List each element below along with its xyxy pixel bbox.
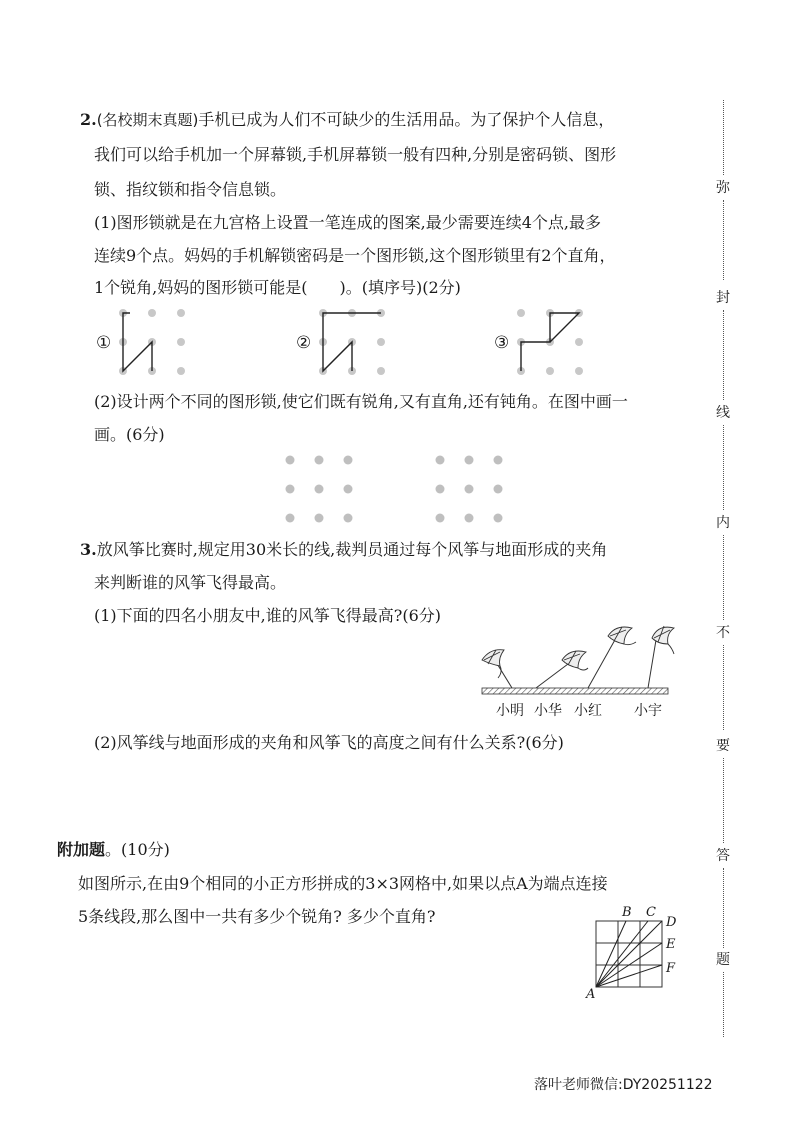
- pattern-lock-options: [0, 0, 793, 420]
- side-char-3: 线: [716, 405, 730, 421]
- binding-line-seg: [723, 972, 724, 1037]
- kid-label-xiaohua: 小华: [534, 703, 562, 719]
- rays-from-a: [596, 921, 662, 987]
- kite-string-xiaoyu: [648, 640, 656, 688]
- ground: [482, 688, 668, 694]
- side-char-8: 题: [716, 952, 730, 968]
- bonus-line2: 5条线段,那么图中一共有多少个锐角? 多少个直角?: [78, 907, 436, 926]
- q2-part2-line2: 画。(6分): [94, 425, 165, 444]
- side-char-5: 不: [716, 625, 730, 641]
- q3-part2: (2)风筝线与地面形成的夹角和风筝飞的高度之间有什么关系?(6分): [94, 733, 564, 752]
- option-3-path: [521, 313, 579, 371]
- q2-line2: 我们可以给手机加一个屏幕锁,手机屏幕锁一般有四种,分别是密码锁、图形: [94, 145, 617, 164]
- q3-text: 放风筝比赛时,规定用30米长的线,裁判员通过每个风筝与地面形成的夹角: [96, 540, 608, 559]
- point-e-label: E: [666, 937, 676, 952]
- side-char-4: 内: [716, 515, 730, 531]
- binding-line-seg: [723, 758, 724, 843]
- q2-number: 2.: [80, 110, 97, 129]
- side-char-1: 弥: [716, 180, 730, 196]
- kite-xiaoming: [482, 650, 504, 678]
- q3-line1: [80, 540, 607, 560]
- q3-line2: 来判断谁的风筝飞得最高。: [94, 573, 287, 592]
- kid-label-xiaoming: 小明: [496, 703, 524, 719]
- binding-line-seg: [723, 100, 724, 175]
- bonus-score: 。(10分): [105, 840, 170, 859]
- kite-xiaohua: [562, 651, 588, 670]
- q3-part1: (1)下面的四名小朋友中,谁的风筝飞得最高?(6分): [94, 606, 441, 625]
- binding-line-seg: [723, 645, 724, 730]
- point-f-label: F: [666, 961, 676, 976]
- binding-line-seg: [723, 310, 724, 400]
- kite-string-xiaohua: [536, 664, 568, 688]
- q3-number: 3.: [80, 540, 97, 559]
- dot-grid-2: [436, 456, 503, 523]
- bonus-grid-figure: [580, 905, 700, 1010]
- q2-part2-line1: (2)设计两个不同的图形锁,使它们既有锐角,又有直角,还有钝角。在图中画一: [94, 392, 628, 411]
- dot-grid-1: [286, 456, 353, 523]
- binding-line-seg: [723, 535, 724, 620]
- q2-part1-line2: 连续9个点。妈妈的手机解锁密码是一个图形锁,这个图形锁里有2个直角，: [94, 246, 616, 265]
- kite-string-xiaohong: [588, 638, 616, 688]
- option-2-label: ②: [296, 333, 312, 353]
- bonus-heading: [57, 840, 170, 860]
- bonus-line1: 如图所示,在由9个相同的小正方形拼成的3×3网格中,如果以点A为端点连接: [78, 874, 608, 893]
- design-dot-grids[interactable]: [270, 450, 530, 530]
- option-1-path: [123, 313, 152, 371]
- option-2-path: [323, 313, 381, 371]
- footer-watermark: 落叶老师微信:DY20251122: [534, 1077, 713, 1093]
- q2-part1-line1: (1)图形锁就是在九宫格上设置一笔连成的图案,最少需要连续4个点,最多: [94, 213, 602, 232]
- q2-tag: (名校期末真题): [96, 111, 199, 129]
- side-char-7: 答: [716, 848, 730, 864]
- binding-line-seg: [723, 868, 724, 948]
- option-1-label: ①: [96, 333, 112, 353]
- point-b-label: B: [622, 905, 632, 920]
- point-c-label: C: [646, 905, 656, 920]
- kite-xiaoyu: [652, 626, 674, 654]
- kite-illustration: [476, 620, 676, 700]
- binding-line-seg: [723, 200, 724, 280]
- point-a-label: A: [586, 987, 596, 1002]
- q2-text: 手机已成为人们不可缺少的生活用品。为了保护个人信息，: [198, 110, 615, 129]
- kite-xiaohong: [608, 627, 636, 645]
- kid-label-xiaohong: 小红: [574, 703, 602, 719]
- side-char-2: 封: [716, 290, 730, 306]
- q2-line3: 锁、指纹锁和指令信息锁。: [94, 180, 287, 199]
- binding-line-seg: [723, 425, 724, 510]
- point-d-label: D: [666, 915, 677, 930]
- q2-part1-line3: 1个锐角,妈妈的图形锁可能是( )。(填序号)(2分): [94, 278, 461, 297]
- side-char-6: 要: [716, 738, 730, 754]
- option-3-label: ③: [494, 333, 510, 353]
- bonus-title: 附加题: [57, 840, 106, 859]
- kid-label-xiaoyu: 小宇: [634, 703, 662, 719]
